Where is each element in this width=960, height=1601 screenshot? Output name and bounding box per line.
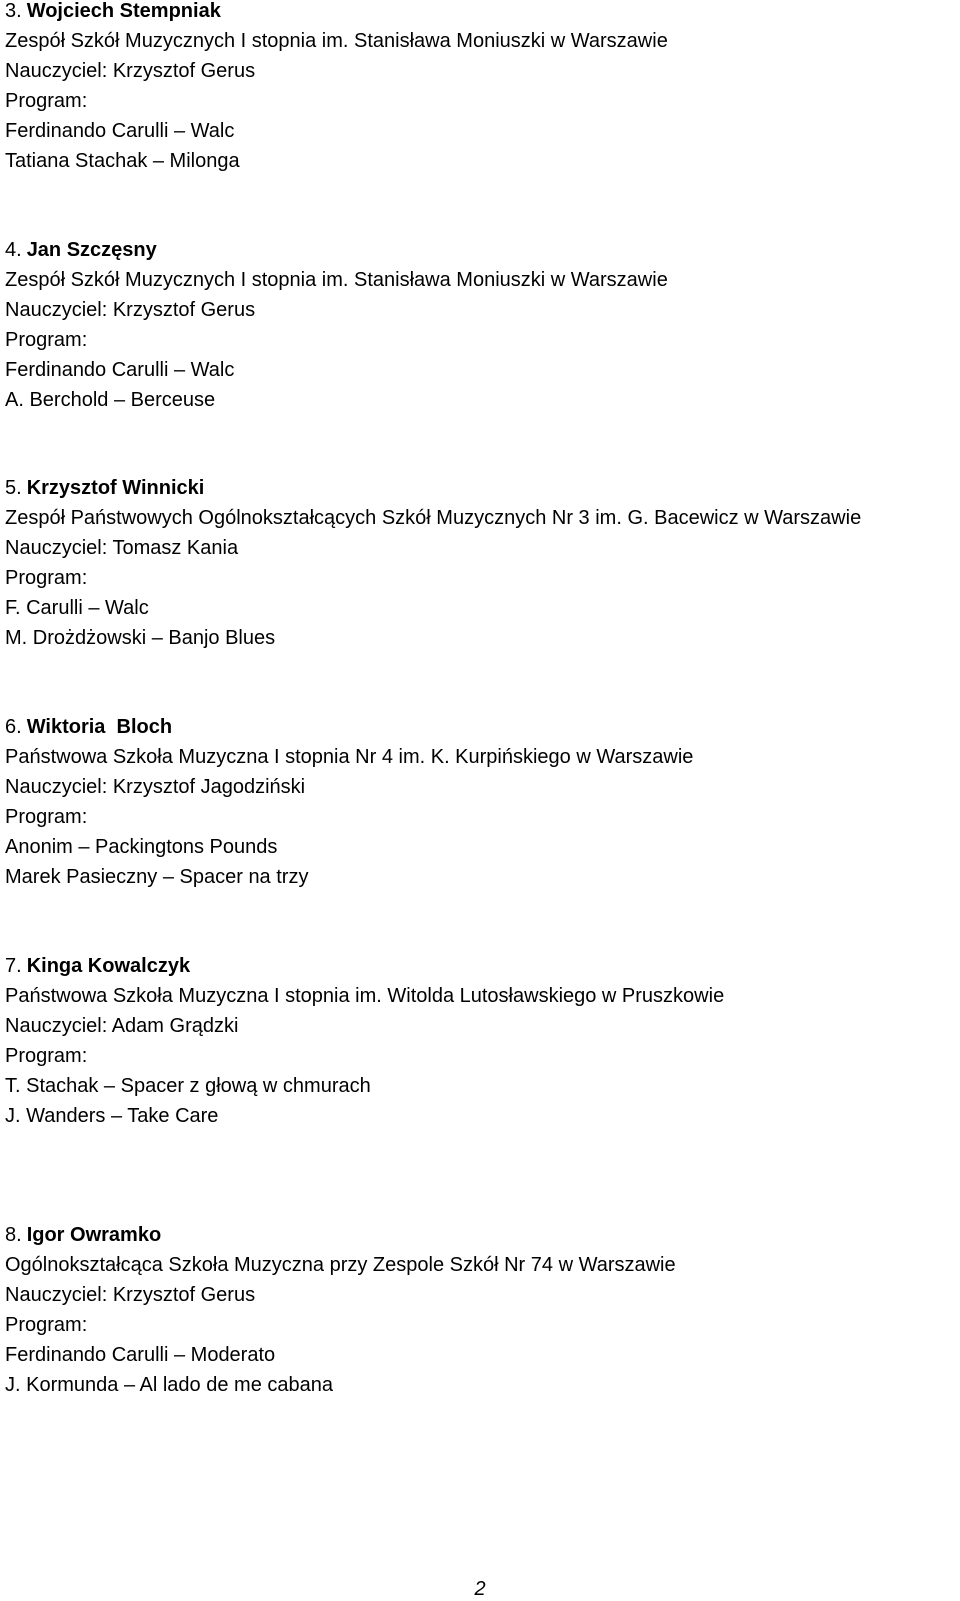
program-label: Program:: [5, 1045, 88, 1067]
participant-number: 7.: [5, 955, 22, 977]
teacher-name: Nauczyciel: Adam Grądzki: [5, 1015, 239, 1037]
program-label: Program:: [5, 1314, 88, 1336]
school-name: Zespół Szkół Muzycznych I stopnia im. Stanisława Moniuszki w Warszawie: [5, 269, 668, 291]
participant-entry-7: [5, 951, 955, 1131]
participant-heading: [5, 712, 955, 742]
school-name: Zespół Szkół Muzycznych I stopnia im. Stanisława Moniuszki w Warszawie: [5, 30, 668, 52]
program-piece: F. Carulli – Walc: [5, 597, 149, 619]
program-label: Program:: [5, 329, 88, 351]
school-name: Państwowa Szkoła Muzyczna I stopnia im. Witolda Lutosławskiego w Pruszkowie: [5, 985, 725, 1007]
page-number: 2: [474, 1578, 486, 1600]
participant-entry-8: [5, 1220, 955, 1400]
participant-name: Krzysztof Winnicki: [26, 477, 205, 499]
teacher-name: Nauczyciel: Tomasz Kania: [5, 537, 239, 559]
participant-number: 5.: [5, 477, 22, 499]
participant-number: 4.: [5, 239, 22, 261]
program-label: Program:: [5, 90, 88, 112]
participant-heading: [5, 951, 955, 981]
participant-heading: [5, 235, 955, 265]
participant-number: 6.: [5, 716, 22, 738]
participant-entry-6: [5, 712, 955, 892]
participant-heading: [5, 473, 955, 503]
participant-entry-4: [5, 235, 955, 415]
participant-heading: [5, 1220, 955, 1250]
teacher-name: Nauczyciel: Krzysztof Gerus: [5, 1284, 256, 1306]
school-name: Zespół Państwowych Ogólnokształcących Szkół Muzycznych Nr 3 im. G. Bacewicz w Warszawie: [5, 507, 862, 529]
program-piece: Anonim – Packingtons Pounds: [5, 836, 278, 858]
program-piece: Ferdinando Carulli – Walc: [5, 359, 235, 381]
program-piece: A. Berchold – Berceuse: [5, 389, 216, 411]
teacher-name: Nauczyciel: Krzysztof Gerus: [5, 60, 256, 82]
program-piece: Ferdinando Carulli – Moderato: [5, 1344, 276, 1366]
school-name: Ogólnokształcąca Szkoła Muzyczna przy Zespole Szkół Nr 74 w Warszawie: [5, 1254, 676, 1276]
school-name: Państwowa Szkoła Muzyczna I stopnia Nr 4 im. K. Kurpińskiego w Warszawie: [5, 746, 694, 768]
participant-name: Wojciech Stempniak: [26, 0, 221, 22]
program-piece: Tatiana Stachak – Milonga: [5, 150, 240, 172]
program-piece: Ferdinando Carulli – Walc: [5, 120, 235, 142]
participant-heading: [5, 0, 955, 26]
program-piece: T. Stachak – Spacer z głową w chmurach: [5, 1075, 371, 1097]
program-piece: Marek Pasieczny – Spacer na trzy: [5, 866, 309, 888]
participant-entry-5: [5, 473, 955, 653]
program-piece: J. Wanders – Take Care: [5, 1105, 219, 1127]
program-label: Program:: [5, 806, 88, 828]
program-label: Program:: [5, 567, 88, 589]
teacher-name: Nauczyciel: Krzysztof Gerus: [5, 299, 256, 321]
participant-name: Wiktoria Bloch: [26, 716, 173, 738]
program-piece: M. Drożdżowski – Banjo Blues: [5, 627, 276, 649]
participant-name: Igor Owramko: [26, 1224, 162, 1246]
participant-entry-3: [5, 0, 955, 176]
participant-number: 3.: [5, 0, 22, 22]
program-piece: J. Kormunda – Al lado de me cabana: [5, 1374, 333, 1396]
participant-number: 8.: [5, 1224, 22, 1246]
participant-name: Kinga Kowalczyk: [26, 955, 191, 977]
teacher-name: Nauczyciel: Krzysztof Jagodziński: [5, 776, 306, 798]
participant-name: Jan Szczęsny: [26, 239, 157, 261]
